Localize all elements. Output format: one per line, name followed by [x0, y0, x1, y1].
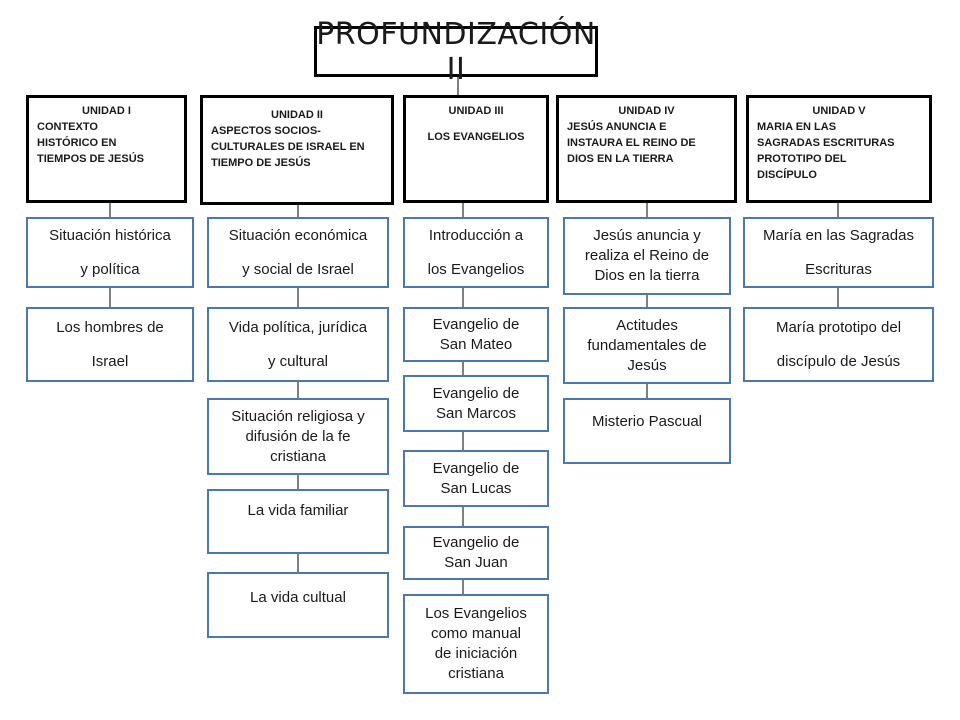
unit-description: MARIA EN LAS SAGRADAS ESCRITURAS PROTOTIPO DEL DISCÍPULO	[757, 121, 895, 181]
unit-5-box	[746, 95, 932, 203]
topic-box: Introducción a los Evangelios	[403, 217, 549, 288]
diagram-title: PROFUNDIZACIÓN II	[314, 26, 598, 77]
topic-box: María prototipo del discípulo de Jesús	[743, 307, 934, 382]
topic-box: Jesús anuncia y realiza el Reino de Dios en la tierra	[563, 217, 731, 295]
unit-4-box	[556, 95, 737, 203]
topic-box: Evangelio de San Mateo	[403, 307, 549, 362]
unit-description: LOS EVANGELIOS	[427, 131, 525, 143]
topic-box: Evangelio de San Marcos	[403, 375, 549, 432]
topic-box: Situación religiosa y difusión de la fe cristiana	[207, 398, 389, 475]
unit-heading: UNIDAD I	[82, 105, 131, 117]
unit-description: ASPECTOS SOCIOS- CULTURALES DE ISRAEL EN TIEMPO DE JESÚS	[211, 125, 365, 169]
topic-box: Situación histórica y política	[26, 217, 194, 288]
topic-box: La vida familiar	[207, 489, 389, 554]
topic-box: María en las Sagradas Escrituras	[743, 217, 934, 288]
topic-box: Misterio Pascual	[563, 398, 731, 464]
unit-heading: UNIDAD II	[271, 109, 323, 121]
topic-box: Situación económica y social de Israel	[207, 217, 389, 288]
topic-box: Vida política, jurídica y cultural	[207, 307, 389, 382]
unit-3-box	[403, 95, 549, 203]
unit-heading: UNIDAD III	[448, 105, 504, 117]
unit-1-box	[26, 95, 187, 203]
topic-box: Evangelio de San Juan	[403, 526, 549, 580]
unit-description: CONTEXTO HISTÓRICO EN TIEMPOS DE JESÚS	[37, 121, 144, 165]
topic-box: Los hombres de Israel	[26, 307, 194, 382]
topic-box: Los Evangelios como manual de iniciación cristiana	[403, 594, 549, 694]
topic-box: La vida cultual	[207, 572, 389, 638]
unit-heading: UNIDAD V	[812, 105, 866, 117]
unit-description: JESÚS ANUNCIA E INSTAURA EL REINO DE DIOS EN LA TIERRA	[567, 121, 696, 165]
topic-box: Actitudes fundamentales de Jesús	[563, 307, 731, 384]
topic-box: Evangelio de San Lucas	[403, 450, 549, 507]
unit-2-box	[200, 95, 394, 205]
unit-heading: UNIDAD IV	[618, 105, 675, 117]
